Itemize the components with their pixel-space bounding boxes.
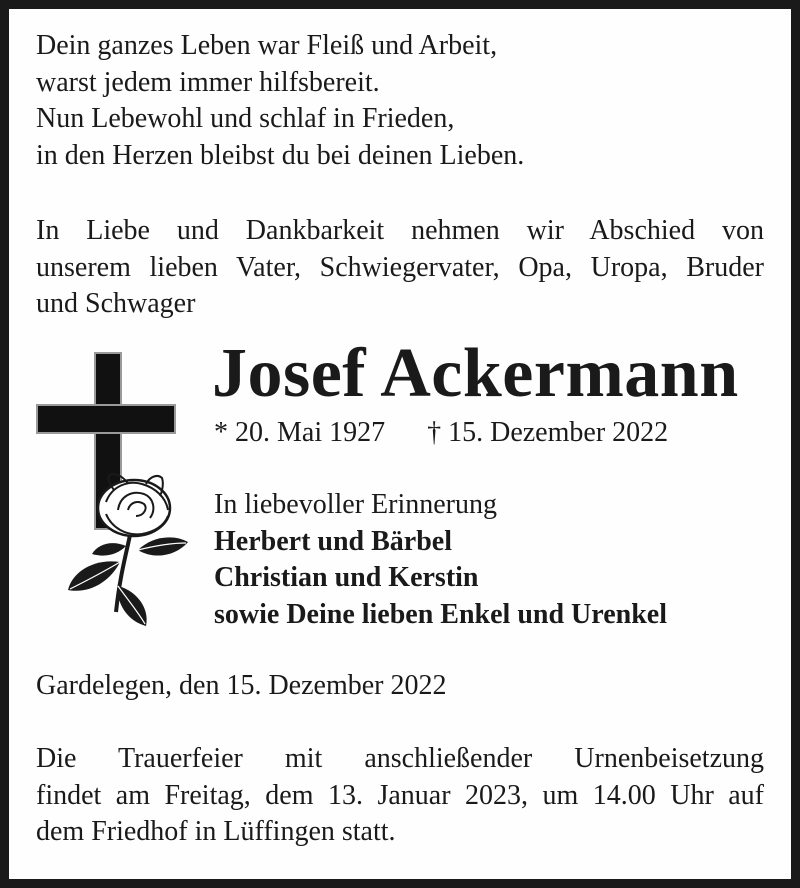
ceremony-line: findet am Freitag, dem 13. Januar 2023, um 14.00 Uhr auf (36, 779, 764, 811)
deceased-name: Josef Ackermann (212, 335, 739, 412)
cross-and-rose-emblem (34, 350, 194, 630)
poem (36, 28, 524, 174)
mourner-line: sowie Deine lieben Enkel und Urenkel (214, 598, 667, 630)
poem-line: Dein ganzes Leben war Fleiß und Arbeit, (36, 30, 498, 61)
poem-line: warst jedem immer hilfsbereit. (36, 66, 380, 98)
mourner-line: Christian und Kerstin (214, 562, 479, 593)
poem-line: Nun Lebewohl und schlaf in Frieden, (36, 103, 455, 134)
birth-date: * 20. Mai 1927 (214, 417, 386, 448)
intro-line: In Liebe und Dankbarkeit nehmen wir Abschied von (36, 215, 764, 246)
intro-text (36, 213, 764, 323)
intro-line: und Schwager (36, 288, 196, 319)
ceremony-line: dem Friedhof in Lüffingen statt. (36, 816, 396, 847)
poem-line: in den Herzen bleibst du bei deinen Lieben. (36, 139, 525, 171)
memory-line: In liebevoller Erinnerung (214, 489, 498, 520)
ceremony-line: Die Trauerfeier mit anschließender Urnenbeisetzung (36, 743, 764, 774)
place-and-date: Gardelegen, den 15. Dezember 2022 (36, 670, 447, 701)
ceremony-text (36, 741, 764, 851)
intro-line: unserem lieben Vater, Schwiegervater, Opa, Uropa, Bruder (36, 251, 764, 283)
memory-block (214, 487, 667, 633)
death-date: † 15. Dezember 2022 (427, 417, 669, 448)
life-dates (214, 415, 668, 451)
rose-icon (68, 474, 188, 626)
mourner-line: Herbert und Bärbel (214, 525, 452, 557)
